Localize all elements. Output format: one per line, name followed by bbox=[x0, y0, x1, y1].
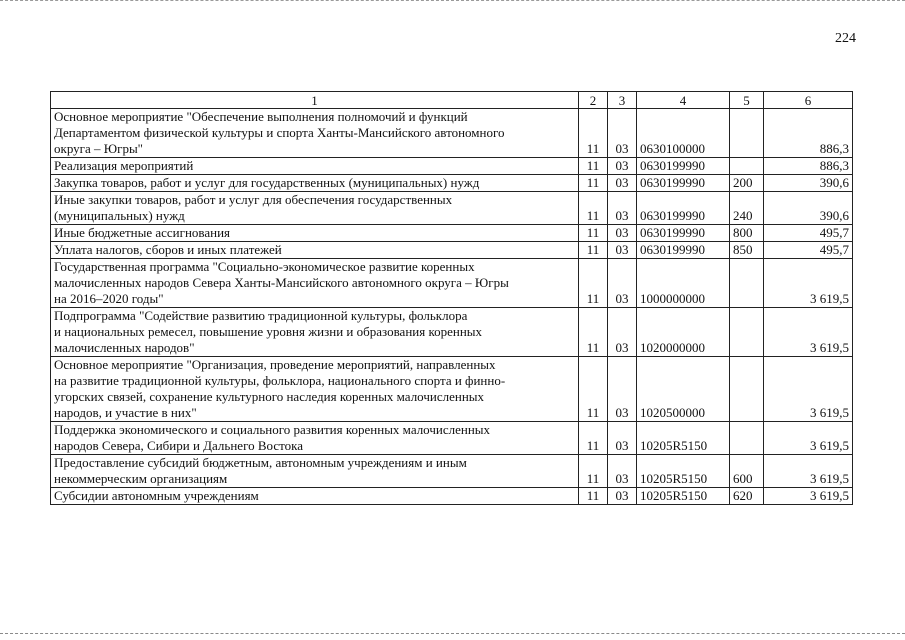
cell-name-line: некоммерческим организациям bbox=[54, 471, 228, 486]
cell-expense-type bbox=[730, 259, 764, 308]
cell-subsection: 03 bbox=[608, 225, 637, 242]
cell-name-line: Государственная программа "Социально-экономическое развитие коренных bbox=[54, 259, 475, 274]
cell-section: 11 bbox=[579, 192, 608, 225]
table-row bbox=[51, 259, 853, 308]
cell-target-article: 10205R5150 bbox=[637, 488, 730, 505]
header-cell-target-article: 4 bbox=[637, 92, 730, 109]
cell-name bbox=[51, 422, 579, 455]
table-row bbox=[51, 109, 853, 158]
cell-name-line: Иные бюджетные ассигнования bbox=[54, 225, 231, 240]
cell-name-line: Субсидии автономным учреждениям bbox=[54, 488, 259, 503]
cell-name-line: Закупка товаров, работ и услуг для государственных (муниципальных) нужд bbox=[54, 175, 480, 190]
cell-section: 11 bbox=[579, 357, 608, 422]
cell-name-line: и национальных ремесел, повышение уровня жизни и образования коренных bbox=[54, 324, 483, 339]
cell-section: 11 bbox=[579, 308, 608, 357]
cell-subsection: 03 bbox=[608, 357, 637, 422]
table-row bbox=[51, 455, 853, 488]
cell-subsection: 03 bbox=[608, 488, 637, 505]
cell-name bbox=[51, 357, 579, 422]
cell-subsection: 03 bbox=[608, 455, 637, 488]
cell-expense-type: 200 bbox=[730, 175, 764, 192]
cell-name-line: Основное мероприятие "Организация, проведение мероприятий, направленных bbox=[54, 357, 496, 372]
cell-name bbox=[51, 158, 579, 175]
table-row bbox=[51, 357, 853, 422]
cell-subsection: 03 bbox=[608, 109, 637, 158]
cell-section: 11 bbox=[579, 455, 608, 488]
cell-name-line: Основное мероприятие "Обеспечение выполнения полномочий и функций bbox=[54, 109, 468, 124]
cell-target-article: 0630199990 bbox=[637, 192, 730, 225]
cell-expense-type: 620 bbox=[730, 488, 764, 505]
cell-amount: 3 619,5 bbox=[764, 422, 853, 455]
cell-target-article: 0630199990 bbox=[637, 225, 730, 242]
cell-expense-type bbox=[730, 109, 764, 158]
cell-name-line: округа – Югры" bbox=[54, 141, 143, 156]
cell-amount: 495,7 bbox=[764, 225, 853, 242]
cell-amount: 3 619,5 bbox=[764, 455, 853, 488]
cell-target-article: 10205R5150 bbox=[637, 455, 730, 488]
cell-name-line: Подпрограмма "Содействие развитию традиционной культуры, фольклора bbox=[54, 308, 468, 323]
cell-amount: 3 619,5 bbox=[764, 259, 853, 308]
cell-expense-type: 850 bbox=[730, 242, 764, 259]
cell-name bbox=[51, 225, 579, 242]
cell-section: 11 bbox=[579, 488, 608, 505]
cell-name-line: Поддержка экономического и социального развития коренных малочисленных bbox=[54, 422, 491, 437]
table-row bbox=[51, 225, 853, 242]
cell-subsection: 03 bbox=[608, 259, 637, 308]
header-cell-section: 2 bbox=[579, 92, 608, 109]
cell-target-article: 0630199990 bbox=[637, 158, 730, 175]
cell-name-line: Предоставление субсидий бюджетным, автономным учреждениям и иным bbox=[54, 455, 467, 470]
top-scan-edge bbox=[0, 0, 905, 1]
cell-section: 11 bbox=[579, 158, 608, 175]
cell-subsection: 03 bbox=[608, 192, 637, 225]
cell-expense-type bbox=[730, 158, 764, 175]
cell-subsection: 03 bbox=[608, 422, 637, 455]
table-row bbox=[51, 175, 853, 192]
cell-target-article: 1000000000 bbox=[637, 259, 730, 308]
cell-name-line: Иные закупки товаров, работ и услуг для обеспечения государственных bbox=[54, 192, 453, 207]
cell-subsection: 03 bbox=[608, 175, 637, 192]
header-row bbox=[51, 92, 853, 109]
cell-expense-type: 240 bbox=[730, 192, 764, 225]
page-number: 224 bbox=[835, 31, 856, 46]
cell-name-line: Департаментом физической культуры и спорта Ханты-Мансийского автономного bbox=[54, 125, 505, 140]
table-row bbox=[51, 242, 853, 259]
cell-target-article: 10205R5150 bbox=[637, 422, 730, 455]
cell-target-article: 0630199990 bbox=[637, 242, 730, 259]
cell-section: 11 bbox=[579, 109, 608, 158]
cell-name bbox=[51, 455, 579, 488]
header-cell-expense-type: 5 bbox=[730, 92, 764, 109]
cell-name-line: (муниципальных) нужд bbox=[54, 208, 185, 223]
cell-target-article: 1020000000 bbox=[637, 308, 730, 357]
table-row bbox=[51, 192, 853, 225]
cell-amount: 886,3 bbox=[764, 109, 853, 158]
cell-amount: 3 619,5 bbox=[764, 488, 853, 505]
table-row bbox=[51, 422, 853, 455]
cell-amount: 3 619,5 bbox=[764, 308, 853, 357]
cell-name bbox=[51, 109, 579, 158]
cell-name bbox=[51, 308, 579, 357]
cell-amount: 886,3 bbox=[764, 158, 853, 175]
cell-expense-type: 800 bbox=[730, 225, 764, 242]
budget-table bbox=[50, 91, 853, 505]
cell-name bbox=[51, 488, 579, 505]
header-cell-subsection: 3 bbox=[608, 92, 637, 109]
cell-section: 11 bbox=[579, 259, 608, 308]
cell-name bbox=[51, 259, 579, 308]
cell-section: 11 bbox=[579, 422, 608, 455]
cell-name bbox=[51, 242, 579, 259]
header-cell-amount: 6 bbox=[764, 92, 853, 109]
header-cell-name: 1 bbox=[51, 92, 579, 109]
bottom-scan-edge bbox=[0, 633, 905, 634]
table-row bbox=[51, 488, 853, 505]
cell-expense-type bbox=[730, 357, 764, 422]
cell-name bbox=[51, 175, 579, 192]
cell-subsection: 03 bbox=[608, 242, 637, 259]
table-row bbox=[51, 308, 853, 357]
cell-amount: 3 619,5 bbox=[764, 357, 853, 422]
cell-target-article: 0630199990 bbox=[637, 175, 730, 192]
cell-expense-type bbox=[730, 422, 764, 455]
cell-expense-type bbox=[730, 308, 764, 357]
cell-expense-type: 600 bbox=[730, 455, 764, 488]
cell-name bbox=[51, 192, 579, 225]
cell-name-line: Реализация мероприятий bbox=[54, 158, 194, 173]
cell-name-line: малочисленных народов" bbox=[54, 340, 195, 355]
cell-section: 11 bbox=[579, 242, 608, 259]
cell-name-line: народов Севера, Сибири и Дальнего Востока bbox=[54, 438, 303, 453]
cell-amount: 390,6 bbox=[764, 175, 853, 192]
cell-name-line: угорских связей, сохранение культурного наследия коренных малочисленных bbox=[54, 389, 485, 404]
cell-name-line: народов, и участие в них" bbox=[54, 405, 197, 420]
cell-target-article: 1020500000 bbox=[637, 357, 730, 422]
cell-name-line: Уплата налогов, сборов и иных платежей bbox=[54, 242, 282, 257]
cell-section: 11 bbox=[579, 175, 608, 192]
cell-name-line: малочисленных народов Севера Ханты-Мансийского автономного округа – Югры bbox=[54, 275, 509, 290]
cell-subsection: 03 bbox=[608, 158, 637, 175]
cell-section: 11 bbox=[579, 225, 608, 242]
cell-name-line: на развитие традиционной культуры, фольклора, национального спорта и финно- bbox=[54, 373, 506, 388]
cell-amount: 390,6 bbox=[764, 192, 853, 225]
cell-name-line: на 2016–2020 годы" bbox=[54, 291, 164, 306]
cell-target-article: 0630100000 bbox=[637, 109, 730, 158]
cell-amount: 495,7 bbox=[764, 242, 853, 259]
table-row bbox=[51, 158, 853, 175]
table-body bbox=[51, 109, 853, 505]
cell-subsection: 03 bbox=[608, 308, 637, 357]
